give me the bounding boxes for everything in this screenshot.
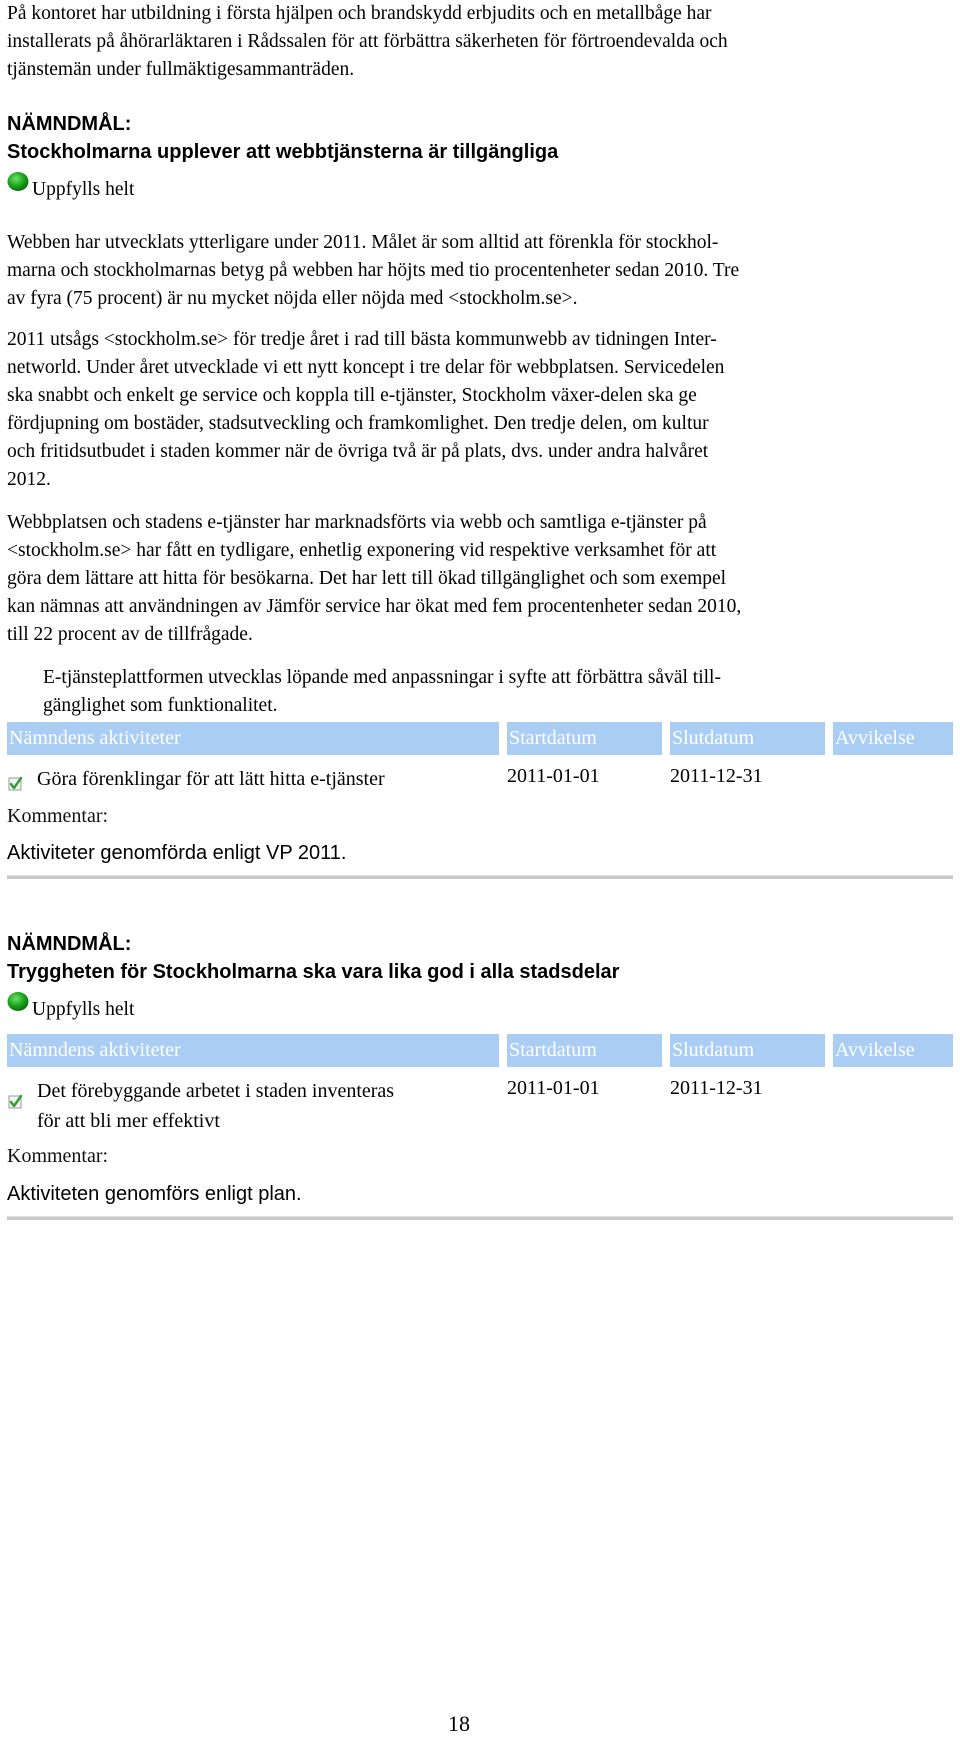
- green-circle-icon: [7, 172, 29, 192]
- text-line: fördjupning om bostäder, stadsutveckling och framkomlighet. Den tredje delen, om kultur: [7, 413, 709, 434]
- text-line: Webbplatsen och stadens e-tjänster har marknadsförts via webb och samtliga e-tjänster på: [7, 512, 707, 533]
- section-divider: [7, 875, 953, 879]
- comment-text: Aktiviteter genomförda enligt VP 2011.: [7, 842, 347, 864]
- page-number: 18: [448, 1711, 470, 1736]
- text-line: marna och stockholmarnas betyg på webben har höjts med tio procentenheter sedan 2010. Tre: [7, 260, 740, 281]
- header-end-date: Slutdatum: [670, 722, 825, 755]
- header-activities: Nämndens aktiviteter: [7, 722, 499, 755]
- text-line: gänglighet som funktionalitet.: [43, 695, 278, 716]
- activity-line: Göra förenklingar för att lätt hitta e-tjänster: [37, 768, 385, 790]
- text-line: och fritidsutbudet i staden kommer när de övriga två är på plats, dvs. under andra halvåret: [7, 441, 709, 462]
- goal-label: NÄMNDMÅL:: [7, 113, 132, 135]
- activities-table: [7, 722, 953, 879]
- activities-table: [7, 1034, 953, 1220]
- checkbox-check-icon: [7, 775, 27, 793]
- status-text: Uppfylls helt: [32, 999, 135, 1020]
- activity-label: [37, 1073, 394, 1136]
- comment-label: Kommentar:: [7, 1145, 109, 1167]
- goal-title: Tryggheten för Stockholmarna ska vara lika god i alla stadsdelar: [7, 961, 620, 983]
- table-row: [7, 1073, 953, 1136]
- text-line: till 22 procent av de tillfrågade.: [7, 624, 253, 645]
- intro-line: tjänstemän under fullmäktigesammanträden.: [7, 59, 355, 80]
- checkbox-check-icon: [7, 1093, 27, 1111]
- text-line: av fyra (75 procent) är nu mycket nöjda eller nöjda med <stockholm.se>.: [7, 288, 578, 309]
- header-deviation: Avvikelse: [833, 1034, 953, 1067]
- table-row: [7, 761, 953, 794]
- activity-name-cell: [7, 1073, 507, 1136]
- header-deviation: Avvikelse: [833, 722, 953, 755]
- goal-label: NÄMNDMÅL:: [7, 933, 132, 955]
- intro-line: installerats på åhörarläktaren i Rådssalen för att förbättra säkerheten för förtroendevalda och: [7, 31, 728, 52]
- goal1-paragraph-4: [43, 664, 943, 720]
- section-divider: [7, 1216, 953, 1220]
- start-date: 2011-01-01: [507, 1077, 600, 1099]
- intro-paragraph: [7, 0, 953, 84]
- text-line: E-tjänsteplattformen utvecklas löpande med anpassningar i syfte att förbättra såväl till-: [43, 667, 721, 688]
- status-text: Uppfylls helt: [32, 179, 135, 200]
- text-line: 2011 utsågs <stockholm.se> för tredje året i rad till bästa kommunwebb av tidningen Inter-: [7, 329, 717, 350]
- comment-label: Kommentar:: [7, 805, 109, 827]
- text-line: göra dem lättare att hitta för besökarna. Det har lett till ökad tillgänglighet och som exempel: [7, 568, 727, 589]
- goal-status: [7, 172, 953, 204]
- table-header: [7, 722, 953, 755]
- goal-section-2: [7, 930, 953, 1024]
- goal1-paragraph-1: [7, 229, 953, 313]
- green-circle-icon: [7, 992, 29, 1012]
- goal1-paragraph-3: [7, 509, 953, 649]
- activity-label: [37, 761, 385, 794]
- goal1-paragraph-2: [7, 326, 953, 494]
- text-line: 2012.: [7, 469, 51, 490]
- intro-line: På kontoret har utbildning i första hjälpen och brandskydd erbjudits och en metallbåge har: [7, 3, 712, 24]
- comment-text: Aktiviteten genomförs enligt plan.: [7, 1183, 302, 1205]
- text-line: kan nämnas att användningen av Jämför service har ökat med fem procentenheter sedan 2010,: [7, 596, 742, 617]
- end-date: 2011-12-31: [670, 765, 763, 787]
- goal-section-1: [7, 110, 953, 204]
- header-end-date: Slutdatum: [670, 1034, 825, 1067]
- header-activities: Nämndens aktiviteter: [7, 1034, 499, 1067]
- start-date: 2011-01-01: [507, 765, 600, 787]
- text-line: <stockholm.se> har fått en tydligare, enhetlig exponering vid respektive verksamhet för att: [7, 540, 717, 561]
- text-line: ska snabbt och enkelt ge service och koppla till e-tjänster, Stockholm växer-delen ska ge: [7, 385, 697, 406]
- text-line: Webben har utvecklats ytterligare under 2011. Målet är som alltid att förenkla för stockhol-: [7, 232, 719, 253]
- header-start-date: Startdatum: [507, 1034, 662, 1067]
- activity-name-cell: [7, 761, 507, 794]
- table-header: [7, 1034, 953, 1067]
- end-date: 2011-12-31: [670, 1077, 763, 1099]
- activity-line: Det förebyggande arbetet i staden inventeras: [37, 1080, 395, 1102]
- goal-status: [7, 992, 953, 1024]
- header-start-date: Startdatum: [507, 722, 662, 755]
- goal-title: Stockholmarna upplever att webbtjänsterna är tillgängliga: [7, 141, 559, 163]
- activity-line: för att bli mer effektivt: [37, 1110, 220, 1132]
- text-line: networld. Under året utvecklade vi ett nytt koncept i tre delar för webbplatsen. Servicedelen: [7, 357, 725, 378]
